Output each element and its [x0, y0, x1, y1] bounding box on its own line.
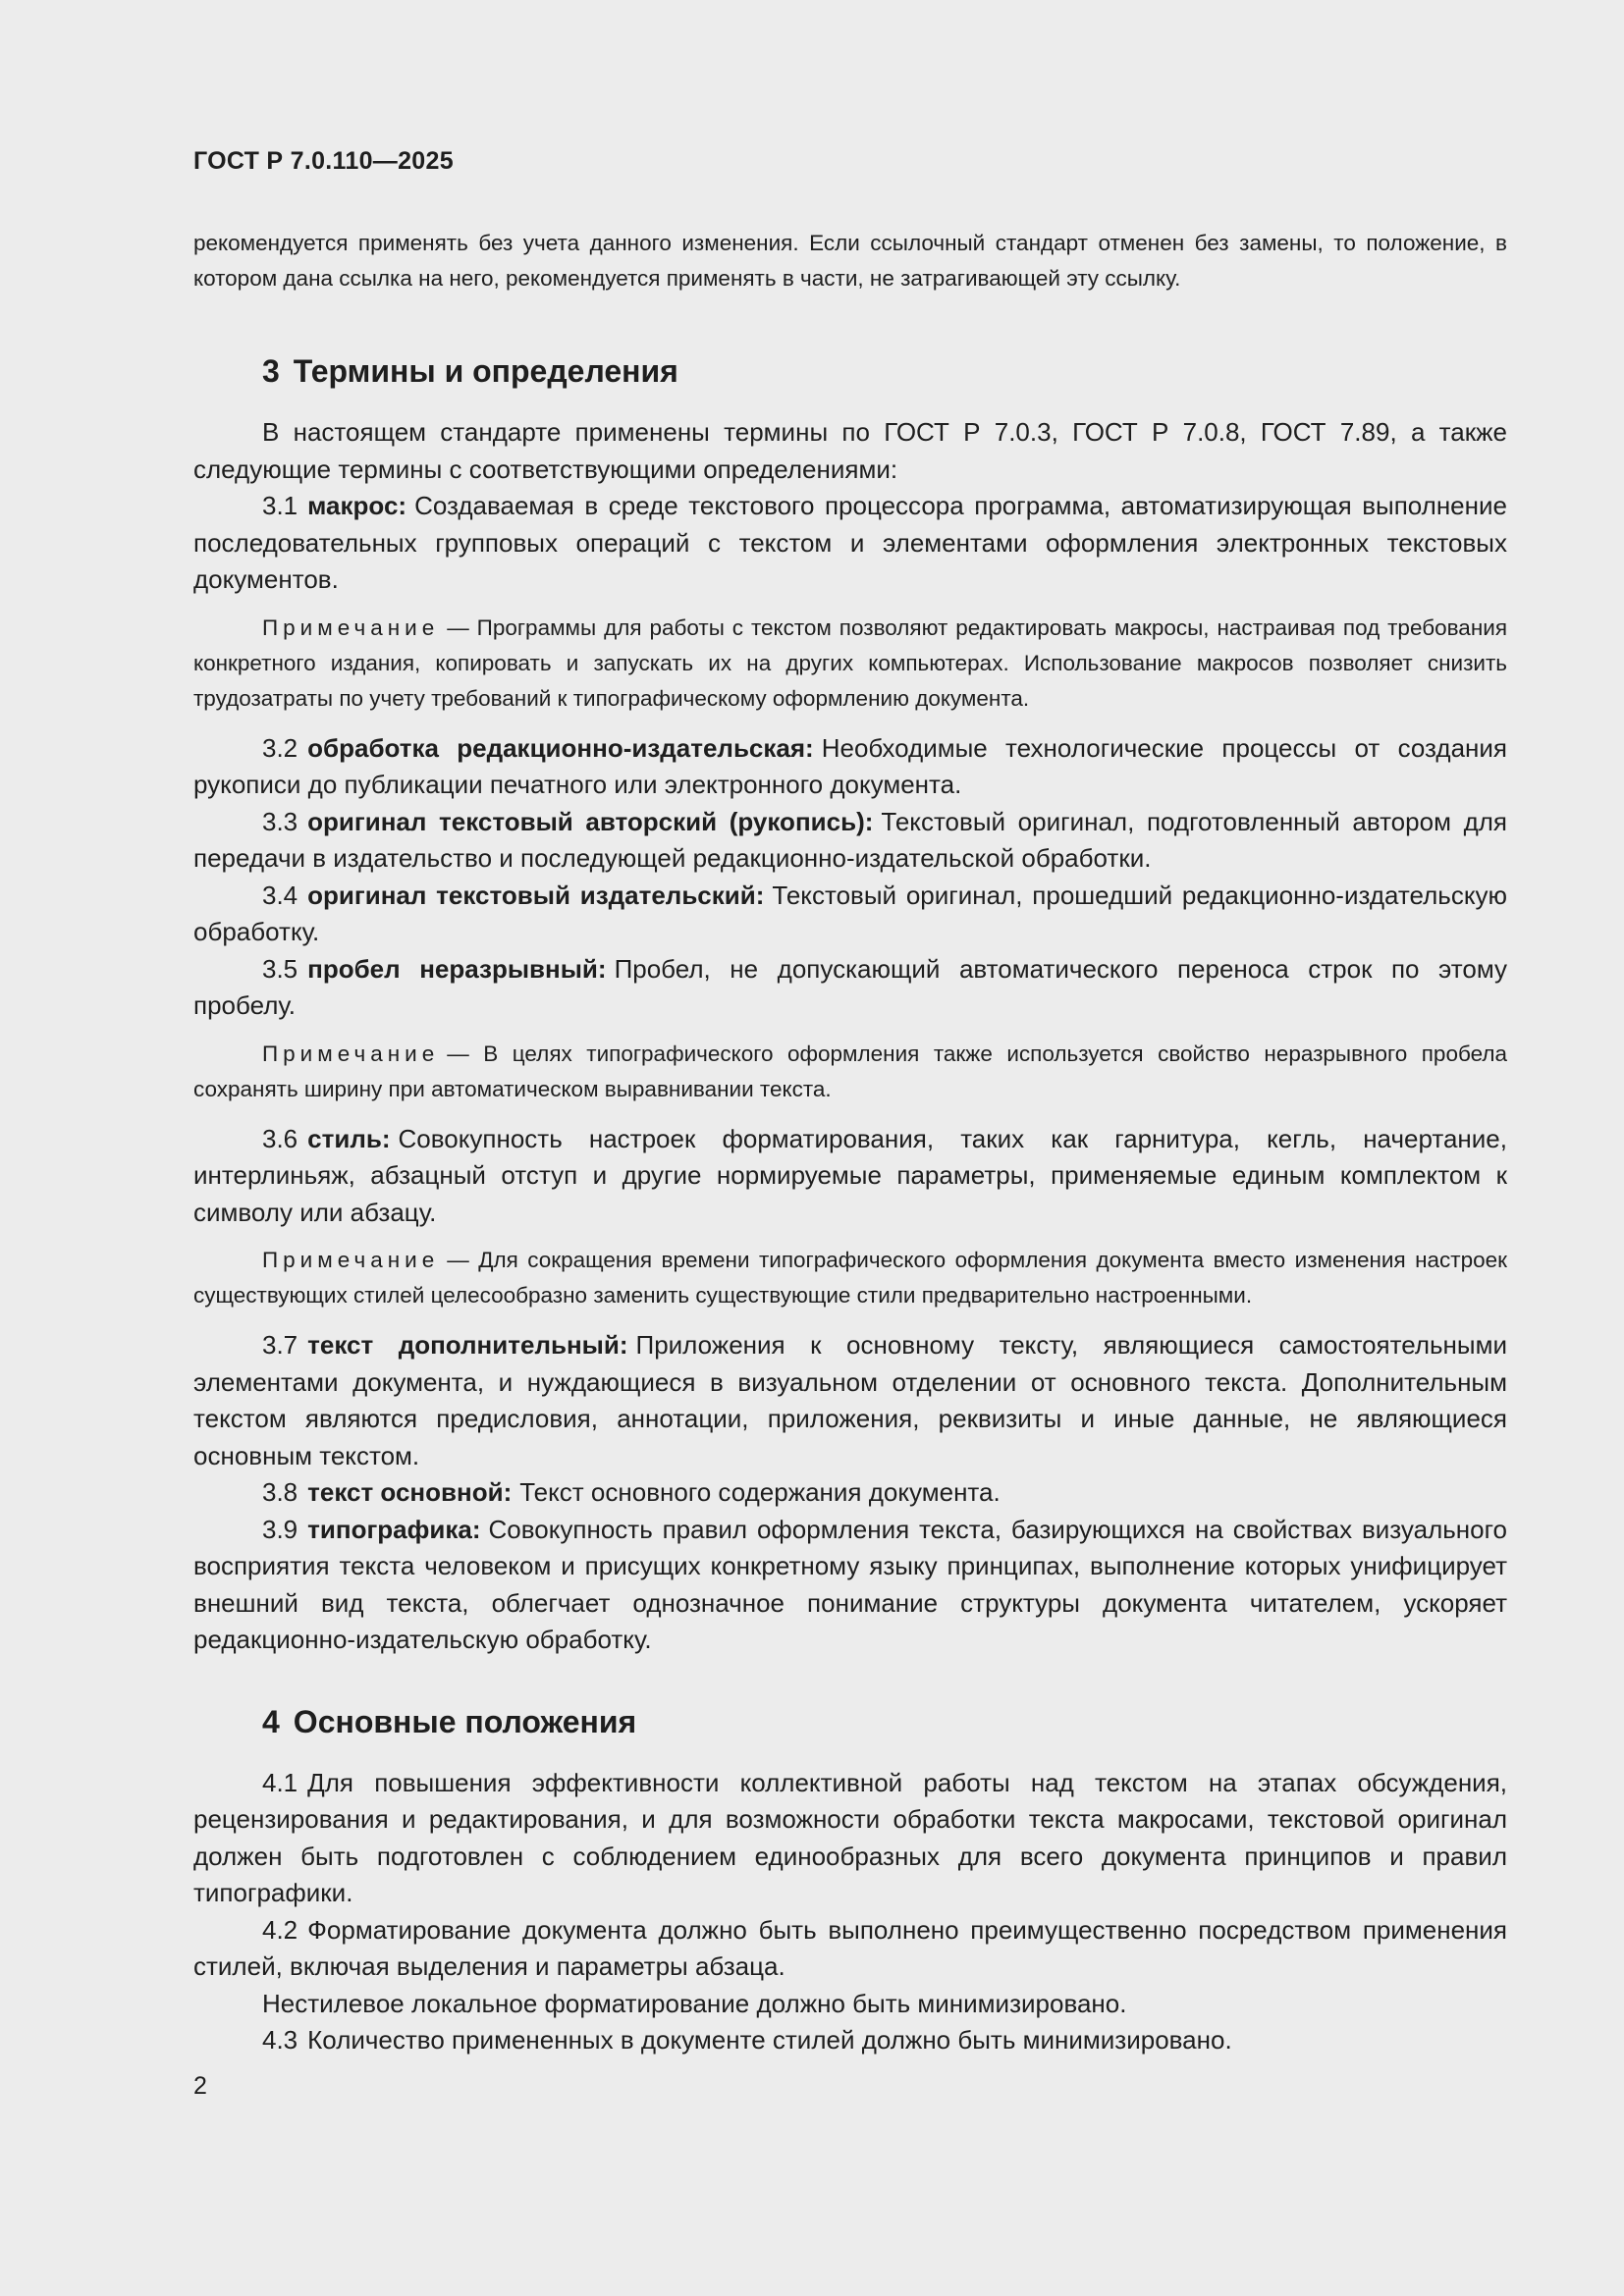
- term-number: 3.4: [262, 880, 298, 910]
- term-number: 3.1: [262, 491, 298, 520]
- page-content: [193, 226, 1507, 2059]
- term-3-2: [193, 730, 1507, 804]
- note-label: Примечание: [262, 614, 440, 640]
- clause-4-1: [193, 1765, 1507, 1912]
- term-definition: Необходимые технологические процессы от создания рукописи до публикации печатного или электронного документа.: [193, 732, 1507, 799]
- note-3-1: [193, 611, 1507, 717]
- term-name: оригинал текстовый издательский:: [307, 880, 765, 910]
- term-name: оригинал текстовый авторский (рукопись):: [307, 806, 874, 836]
- term-3-7: [193, 1327, 1507, 1474]
- clause-4-3: [193, 2022, 1507, 2059]
- note-label: Примечание: [262, 1041, 440, 1066]
- clause-4-2: [193, 1912, 1507, 1986]
- term-3-3: [193, 804, 1507, 878]
- term-3-6: [193, 1121, 1507, 1232]
- note-text: — В целях типографического оформления также используется свойство неразрывного пробела сохранять ширину при автоматическом выравнивании текста.: [193, 1041, 1507, 1101]
- note-3-5: [193, 1037, 1507, 1107]
- term-definition: Совокупность настроек форматирования, таких как гарнитура, кегль, начертание, интерлиньяж, абзацный отступ и другие нормируемые параметры, применяемые единым комплектом к символу или абзацу.: [193, 1123, 1507, 1227]
- clause-number: 4.2: [262, 1914, 298, 1945]
- term-3-9: [193, 1512, 1507, 1659]
- term-definition: Текст основного содержания документа.: [519, 1477, 1001, 1507]
- page-number: 2: [193, 2072, 207, 2100]
- term-name: стиль:: [307, 1123, 391, 1153]
- term-number: 3.3: [262, 806, 298, 836]
- term-definition: Текстовый оригинал, прошедший редакционно-издательскую обработку.: [193, 880, 1507, 946]
- term-number: 3.8: [262, 1477, 298, 1507]
- term-name: обработка редакционно-издательская:: [307, 732, 814, 763]
- section-3-intro: В настоящем стандарте применены термины по ГОСТ Р 7.0.3, ГОСТ Р 7.0.8, ГОСТ 7.89, а также следующие термины с соответствующими определениями:: [193, 417, 1507, 484]
- note-text: — Для сокращения времени типографического оформления документа вместо изменения настроек существующих стилей целесообразно заменить существующие стили предварительно настроенными.: [193, 1248, 1507, 1308]
- term-definition: Совокупность правил оформления текста, базирующихся на свойствах визуального восприятия текста человеком и присущих конкретному языку принципах, выполнение которых унифицирует внешний вид текста, облегчает однозначное понимание структуры документа читателем, ускоряет редакционно-издательскую обработку.: [193, 1514, 1507, 1654]
- term-3-5: [193, 951, 1507, 1025]
- section-3-number: 3: [262, 353, 280, 389]
- note-3-6: [193, 1243, 1507, 1313]
- note-text: — Программы для работы с текстом позволяют редактировать макросы, настраивая под требования конкретного издания, копировать и запускать их на других компьютерах. Использование макросов позволяет снизить трудозатраты по учету требований к типографическому оформлению документа.: [193, 614, 1507, 711]
- term-3-1: [193, 488, 1507, 599]
- term-definition: Создаваемая в среде текстового процессора программа, автоматизирующая выполнение последовательных групповых операций с текстом и элементами оформления электронных текстовых документов.: [193, 491, 1507, 594]
- clause-number: 4.1: [262, 1767, 298, 1797]
- clause-text: Количество примененных в документе стилей должно быть минимизировано.: [307, 2025, 1232, 2055]
- term-number: 3.9: [262, 1514, 298, 1544]
- term-number: 3.5: [262, 953, 298, 984]
- section-4-title: Основные положения: [293, 1703, 637, 1739]
- section-4-heading: [193, 1700, 1507, 1743]
- term-definition: Текстовый оригинал, подготовленный автором для передачи в издательство и последующей редакционно-издательской обработки.: [193, 806, 1507, 873]
- section-3-heading: [193, 349, 1507, 393]
- term-3-4: [193, 878, 1507, 951]
- note-label: Примечание: [262, 1248, 440, 1272]
- term-definition: Пробел, не допускающий автоматического переноса строк по этому пробелу.: [193, 953, 1507, 1020]
- document-header: ГОСТ Р 7.0.110—2025: [193, 147, 454, 175]
- section-3-title: Термины и определения: [293, 353, 678, 389]
- term-name: текст дополнительный:: [307, 1330, 628, 1360]
- term-3-8: [193, 1474, 1507, 1512]
- term-number: 3.7: [262, 1330, 298, 1360]
- section-4-number: 4: [262, 1703, 280, 1739]
- clause-number: 4.3: [262, 2025, 298, 2055]
- term-definition: Приложения к основному тексту, являющиеся самостоятельными элементами документа, и нуждающиеся в визуальном отделении от основного текста. Дополнительным текстом являются предисловия, аннотации, приложения, реквизиты и иные данные, не являющиеся основным текстом.: [193, 1330, 1507, 1470]
- clause-4-2-continuation: Нестилевое локальное форматирование должно быть минимизировано.: [262, 1988, 1127, 2018]
- clause-text: Для повышения эффективности коллективной работы над текстом на этапах обсуждения, рецензирования и редактирования, и для возможности обработки текста макросами, текстовой оригинал должен быть подготовлен с соблюдением единообразных для всего документа принципов и правил типографики.: [193, 1767, 1507, 1907]
- term-name: типографика:: [307, 1514, 481, 1544]
- term-number: 3.6: [262, 1123, 298, 1153]
- term-number: 3.2: [262, 732, 298, 763]
- clause-text: Форматирование документа должно быть выполнено преимущественно посредством применения стилей, включая выделения и параметры абзаца.: [193, 1914, 1507, 1981]
- intro-paragraph: рекомендуется применять без учета данного изменения. Если ссылочный стандарт отменен без замены, то положение, в котором дана ссылка на него, рекомендуется применять в части, не затрагивающей эту ссылку.: [193, 231, 1507, 291]
- term-name: текст основной:: [307, 1477, 513, 1507]
- term-name: макрос:: [307, 491, 407, 520]
- term-name: пробел неразрывный:: [307, 953, 607, 984]
